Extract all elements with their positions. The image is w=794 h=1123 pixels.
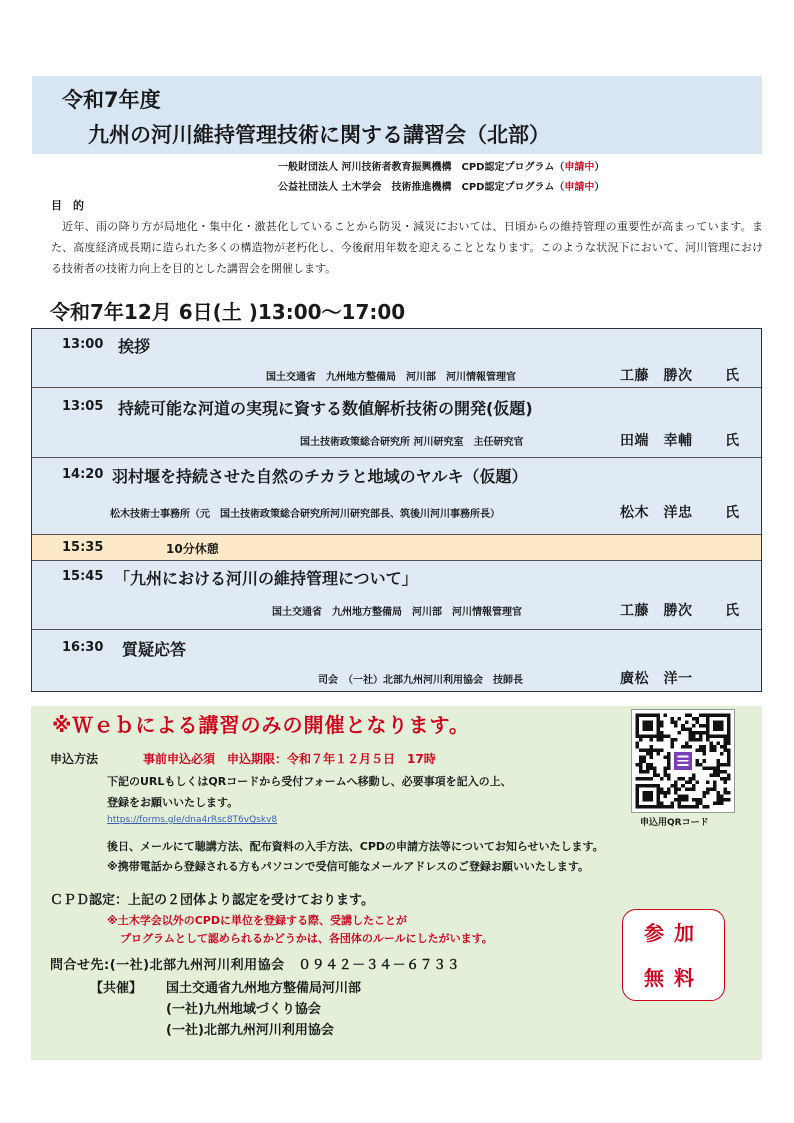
speaker-honorific: 氏 <box>725 433 739 449</box>
break-label: 10分休憩 <box>166 542 219 556</box>
speaker-name: 工藤 勝次 <box>620 368 693 384</box>
cpd-program-1 <box>278 158 604 173</box>
page-title: 九州の河川維持管理技術に関する講習会（北部） <box>88 123 550 147</box>
speaker-honorific: 氏 <box>725 603 739 619</box>
cpd-heading: ＣＰＤ認定：上記の２団体より認定を受けております。 <box>50 893 374 908</box>
cosponsor-item: 国土交通省九州地方整備局河川部 <box>166 981 362 996</box>
event-date: 令和7年12月 6日(土 )13:00～17:00 <box>50 300 406 324</box>
schedule-row <box>32 329 761 388</box>
speaker-name: 松木 洋忠 <box>620 505 693 521</box>
schedule-row <box>32 388 761 458</box>
contact-info: 問合せ先:(一社)北部九州河川利用協会 ０９４２－３４－６７３３ <box>50 958 461 973</box>
speaker-org: 国土交通省 九州地方整備局 河川部 河川情報管理官 <box>266 372 516 383</box>
cosponsor-label: 【共催】 <box>90 981 143 996</box>
schedule-time: 16:30 <box>62 640 104 655</box>
application-deadline: 事前申込必須 申込期限：令和７年１２月５日 17時 <box>143 752 436 766</box>
schedule-time: 13:00 <box>62 337 104 352</box>
speaker-org: 国土技術政策総合研究所 河川研究室 主任研究官 <box>300 437 524 448</box>
cosponsor-item: (一社)北部九州河川利用協会 <box>166 1023 334 1038</box>
cpd-note-1: ※土木学会以外のCPDに単位を登録する際、受講したことが <box>107 914 407 927</box>
cpd-note-2: プログラムとして認められるかどうかは、各団体のルールにしたがいます。 <box>120 932 493 945</box>
free-admission-line2: 無料 <box>644 966 704 990</box>
status-badge: 申請中 <box>564 162 595 173</box>
qr-caption: 申込用QRコード <box>640 818 709 828</box>
cpd-program-org: 一般財団法人 河川技術者教育振興機構 CPD認定プログラム（ <box>278 162 565 173</box>
status-badge: 申請中 <box>564 182 595 193</box>
schedule-title: 挨拶 <box>118 337 151 356</box>
cpd-program-org: 公益社団法人 土木学会 技術推進機構 CPD認定プログラム（ <box>278 182 565 193</box>
speaker-name: 田端 幸輔 <box>620 433 693 449</box>
schedule-title: 質疑応答 <box>122 640 187 659</box>
speaker-name: 工藤 勝次 <box>620 603 693 619</box>
break-row <box>32 535 761 561</box>
application-text-1: 下記のURLもしくはQRコードから受付フォームへ移動し、必要事項を記入の上、 <box>107 775 512 788</box>
application-form-link[interactable]: https://forms.gle/dna4rRsc8T6vQskv8 <box>107 815 278 825</box>
web-notice: ※Ｗｅｂによる講習のみの開催となります。 <box>52 713 470 737</box>
free-admission-line1: 参加 <box>644 921 704 945</box>
schedule-row <box>32 630 761 691</box>
schedule-title: 持続可能な河道の実現に資する数値解析技術の開発(仮題) <box>118 399 533 418</box>
purpose-heading: 目 的 <box>51 199 84 212</box>
purpose-body: 近年、雨の降り方が局地化・集中化・激甚化していることから防災・減災においては、日頃からの維持管理の重要性が高まっています。また、高度経済成長期に造られた多くの構造物が老朽化し、今後耐用年数を迎えることとなります。このような状況下において、河川管理における技術者の技術力向上を目的とした講習会を開催します。 <box>51 220 763 275</box>
cpd-close: ） <box>594 182 605 193</box>
speaker-org: 司会 （一社）北部九州河川利用協会 技師長 <box>318 675 523 686</box>
year-label: 令和7年度 <box>62 88 161 112</box>
application-text-2: 登録をお願いいたします。 <box>107 796 239 809</box>
application-label: 申込方法 <box>50 752 99 766</box>
application-text-3: 後日、メールにて聴講方法、配布資料の入手方法、CPDの申請方法等についてお知らせいたします。 <box>107 840 604 853</box>
cpd-close: ） <box>594 162 605 173</box>
schedule-row <box>32 561 761 630</box>
schedule-row <box>32 458 761 535</box>
speaker-org: 国土交通省 九州地方整備局 河川部 河川情報管理官 <box>272 607 522 618</box>
cpd-program-2 <box>278 178 604 193</box>
schedule-title: 羽村堰を持続させた自然のチカラと地域のヤルキ（仮題） <box>112 467 528 486</box>
application-text-4: ※携帯電話から登録される方もパソコンで受信可能なメールアドレスのご登録お願いいたします。 <box>107 860 590 873</box>
schedule-time: 14:20 <box>62 467 104 482</box>
schedule-time: 13:05 <box>62 399 104 414</box>
cosponsor-item: (一社)九州地域づくり協会 <box>166 1002 321 1017</box>
speaker-org: 松木技術士事務所（元 国土技術政策総合研究所河川研究部長、筑後川河川事務所長） <box>110 509 500 520</box>
schedule-title: 「九州における河川の維持管理について」 <box>114 569 418 588</box>
qr-code[interactable] <box>631 709 735 813</box>
speaker-honorific: 氏 <box>725 368 739 384</box>
schedule-time: 15:45 <box>62 569 104 584</box>
schedule-time: 15:35 <box>62 540 104 555</box>
speaker-honorific: 氏 <box>725 505 739 521</box>
speaker-name: 廣松 洋一 <box>620 671 693 687</box>
schedule-table <box>31 328 762 692</box>
